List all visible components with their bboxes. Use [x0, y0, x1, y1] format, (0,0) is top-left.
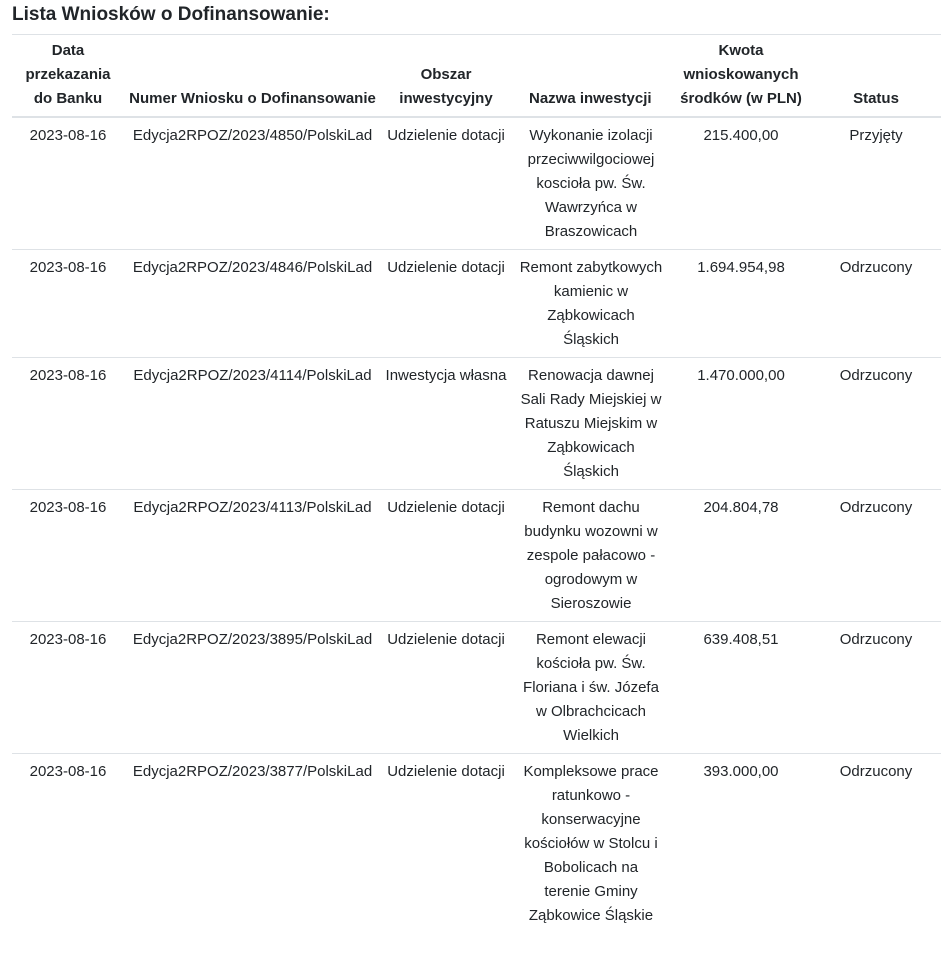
header-area-label: Obszar inwestycyjny [399, 66, 493, 107]
cell-area: Udzielenie dotacji [381, 622, 511, 754]
header-area [381, 35, 511, 118]
table-header [12, 35, 941, 118]
cell-name: Kompleksowe prace ratunkowo - konserwacyjne kościołów w Stolcu i Bobolicach na terenie Gminy Ząbkowice Śląskie [523, 763, 659, 924]
cell-amount: 215.400,00 [671, 117, 811, 250]
cell-status: Odrzucony [811, 622, 941, 754]
table-body [12, 117, 941, 933]
cell-amount: 639.408,51 [671, 622, 811, 754]
cell-name: Remont elewacji kościoła pw. Św. Floriana i św. Józefa w Olbrachcicach Wielkich [511, 622, 671, 754]
header-number-label: Numer Wniosku o Dofinansowanie [129, 90, 376, 107]
cell-number: Edycja2RPOZ/2023/4114/PolskiLad [124, 358, 381, 490]
header-status-label: Status [853, 90, 899, 107]
cell-status: Odrzucony [811, 250, 941, 358]
cell-date: 2023-08-16 [12, 490, 124, 622]
table-row [12, 250, 941, 358]
cell-date: 2023-08-16 [12, 358, 124, 490]
header-amount-label: Kwota wnioskowanych środków (w PLN) [680, 42, 802, 107]
cell-name: Remont dachu budynku wozowni w zespole pałacowo - ogrodowym w Sieroszowie [511, 490, 671, 622]
cell-area: Udzielenie dotacji [381, 250, 511, 358]
cell-number: Edycja2RPOZ/2023/3895/PolskiLad [124, 622, 381, 754]
cell-name: Renowacja dawnej Sali Rady Miejskiej w Ratuszu Miejskim w Ząbkowicach Śląskich [511, 358, 671, 490]
table-row [12, 622, 941, 754]
applications-table [12, 34, 941, 933]
header-name-label: Nazwa inwestycji [529, 90, 652, 107]
cell-number: Edycja2RPOZ/2023/4113/PolskiLad [124, 490, 381, 622]
cell-number: Edycja2RPOZ/2023/4850/PolskiLad [124, 117, 381, 250]
cell-number: Edycja2RPOZ/2023/4846/PolskiLad [124, 250, 381, 358]
table-row [12, 754, 941, 934]
cell-date: 2023-08-16 [12, 117, 124, 250]
table-row [12, 490, 941, 622]
cell-status: Przyjęty [811, 117, 941, 250]
cell-name: Wykonanie izolacji przeciwwilgociowej koscioła pw. Św. Wawrzyńca w Braszowicach [511, 117, 671, 250]
cell-name: Remont zabytkowych kamienic w Ząbkowicach Śląskich [511, 250, 671, 358]
cell-status: Odrzucony [811, 490, 941, 622]
cell-area: Udzielenie dotacji [387, 763, 505, 780]
header-amount [671, 35, 811, 118]
cell-area: Udzielenie dotacji [381, 490, 511, 622]
page-title: Lista Wniosków o Dofinansowanie: [12, 4, 330, 25]
table-header-row [12, 35, 941, 118]
header-date [12, 35, 124, 118]
header-date-label: Data przekazania do Banku [25, 42, 111, 107]
cell-amount: 1.470.000,00 [671, 358, 811, 490]
cell-area: Udzielenie dotacji [381, 117, 511, 250]
cell-status: Odrzucony [811, 358, 941, 490]
cell-date: 2023-08-16 [12, 622, 124, 754]
cell-date: 2023-08-16 [12, 250, 124, 358]
table-row [12, 358, 941, 490]
cell-status: Odrzucony [839, 763, 913, 780]
cell-amount: 393.000,00 [703, 763, 779, 780]
header-number [124, 35, 381, 118]
cell-area: Inwestycja własna [381, 358, 511, 490]
cell-amount: 204.804,78 [671, 490, 811, 622]
cell-date: 2023-08-16 [29, 763, 107, 780]
cell-number: Edycja2RPOZ/2023/3877/PolskiLad [132, 763, 373, 780]
header-status [811, 35, 941, 118]
table-row [12, 117, 941, 250]
header-name [511, 35, 671, 118]
cell-amount: 1.694.954,98 [671, 250, 811, 358]
